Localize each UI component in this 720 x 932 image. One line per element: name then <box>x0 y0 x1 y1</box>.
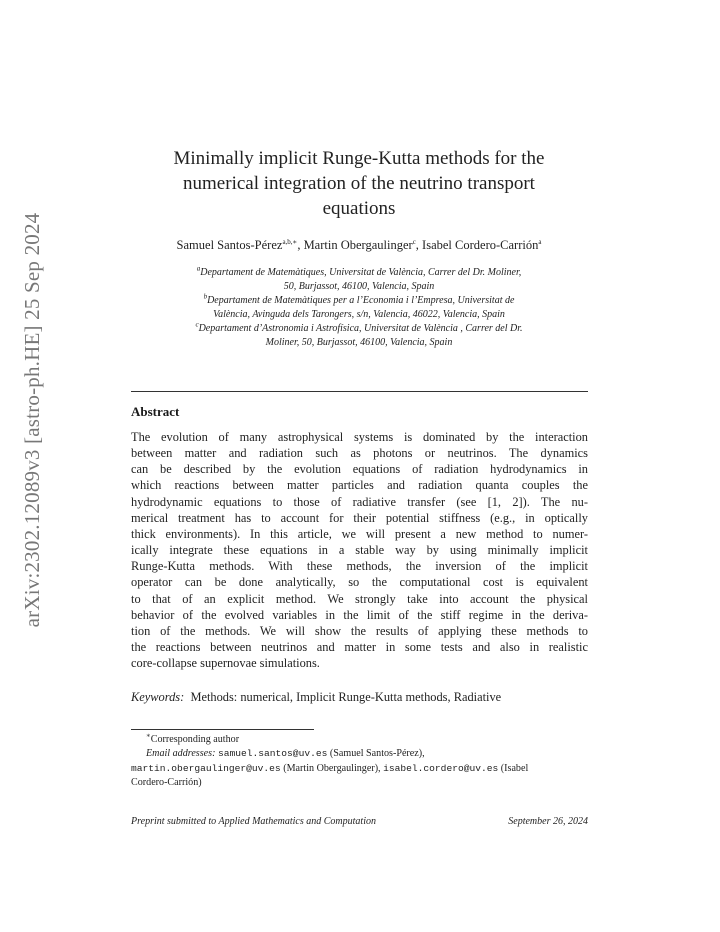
author-affiliation-marks: a,b,∗ <box>282 237 298 246</box>
footnotes <box>131 733 589 790</box>
author-list <box>130 238 588 253</box>
preprint-date: September 26, 2024 <box>508 816 588 827</box>
author-affiliation-marks: a <box>538 237 542 246</box>
author-affiliation-marks: c <box>412 237 416 246</box>
email-owner: (Martin Obergaulinger), <box>283 762 381 774</box>
abstract-line: hydrodynamic equations to those of radiative transfer (see [1, 2]). The nu- <box>131 494 588 509</box>
corresponding-mark: ∗ <box>146 731 151 740</box>
affiliation-a <box>140 266 578 294</box>
email-line <box>131 762 589 776</box>
affiliation-line: $^b$Departament de Matemàtiques per a l’Economia i l’Empresa, Universitat de <box>203 292 515 306</box>
abstract-line: core-collapse supernovae simulations. <box>131 656 320 671</box>
abstract-line: to that of an explicit method. We strongly take into account the physical <box>131 591 588 606</box>
author-name: Isabel Cordero-Carrión <box>422 238 539 252</box>
arxiv-identifier-stamp: arXiv:2302.12089v3 [astro-ph.HE] 25 Sep 2024 <box>20 212 44 628</box>
affiliation-mark: a <box>196 264 201 273</box>
keywords-label: Keywords: <box>131 690 185 704</box>
email-line: Cordero-Carrión) <box>131 776 202 788</box>
title-line: equations <box>322 198 396 219</box>
abstract-line: can be described by the evolution equations of radiation hydrodynamics in <box>131 462 588 477</box>
preprint-footer <box>131 816 588 827</box>
abstract-line: behavior of the evolved variables in the limit of the stiff regime in the deriva- <box>131 607 588 622</box>
abstract-line: Runge-Kutta methods. With these methods, the inversion of the implicit <box>131 559 588 574</box>
abstract-heading: Abstract <box>131 404 180 419</box>
author-name: Samuel Santos-Pérez <box>176 238 283 252</box>
affiliation-line: $^a$Departament de Matemàtiques, Universitat de València, Carrer del Dr. Moliner, <box>196 264 522 278</box>
abstract-line: The evolution of many astrophysical systems is dominated by the interaction <box>131 430 588 444</box>
title-line: numerical integration of the neutrino transport <box>183 173 535 194</box>
abstract-line: the reactions between neutrinos and matter in some tests and also in realistic <box>131 640 588 655</box>
author-separator: , <box>415 238 423 252</box>
abstract-line: between matter and radiation such as photons or neutrinos. The dynamics <box>131 446 588 461</box>
affiliation-line: València, Avinguda dels Tarongers, s/n, Valencia, 46022, Valencia, Spain <box>213 309 505 320</box>
email-label: Email addresses: <box>146 748 216 760</box>
author-name: Martin Obergaulinger <box>303 238 413 252</box>
paper-title <box>140 146 578 221</box>
affiliation-mark: b <box>203 292 208 301</box>
affiliation-mark: c <box>195 320 199 329</box>
abstract-line: operator can be done analytically, so the computational cost is equivalent <box>131 575 588 590</box>
abstract-top-rule <box>131 391 588 392</box>
abstract-line: ically integrate these equations in a stable way by using minimally implicit <box>131 543 588 558</box>
title-line: Minimally implicit Runge-Kutta methods for the <box>173 148 545 169</box>
email-line <box>131 747 589 761</box>
corresponding-author-note: ∗Corresponding author <box>146 731 240 745</box>
email-owner: (Isabel <box>500 762 529 774</box>
abstract-line: merical treatment has to account for their potential stiffness (e.g., in optically <box>131 510 588 525</box>
abstract-body <box>131 429 588 671</box>
email-link[interactable]: samuel.santos@uv.es <box>217 748 328 760</box>
keywords-text: Methods: numerical, Implicit Runge-Kutta methods, Radiative <box>190 690 502 704</box>
abstract-line: tion of the methods. We will show the results of applying these methods to <box>131 623 588 638</box>
affiliation-line: $^c$Departament d’Astronomia i Astrofísica, Universitat de València , Carrer del Dr. <box>195 320 523 334</box>
abstract-line: which reactions between matter particles and radiation quanta couples the <box>131 478 588 493</box>
email-link[interactable]: martin.obergaulinger@uv.es <box>131 762 281 774</box>
preprint-journal: Preprint submitted to Applied Mathematics and Computation <box>131 816 376 827</box>
email-owner: (Samuel Santos-Pérez), <box>329 748 425 760</box>
abstract-line: thick environments). In this article, we will present a new method to numer- <box>131 526 588 541</box>
footnote-rule <box>131 729 314 730</box>
affiliation-line: 50, Burjassot, 46100, Valencia, Spain <box>283 281 435 292</box>
affiliation-c <box>140 322 578 350</box>
affiliation-b <box>140 294 578 322</box>
affiliation-line: Moliner, 50, Burjassot, 46100, Valencia, Spain <box>265 337 453 348</box>
email-link[interactable]: isabel.cordero@uv.es <box>383 762 499 774</box>
author-separator: , <box>297 238 304 252</box>
keywords-line <box>131 690 501 705</box>
